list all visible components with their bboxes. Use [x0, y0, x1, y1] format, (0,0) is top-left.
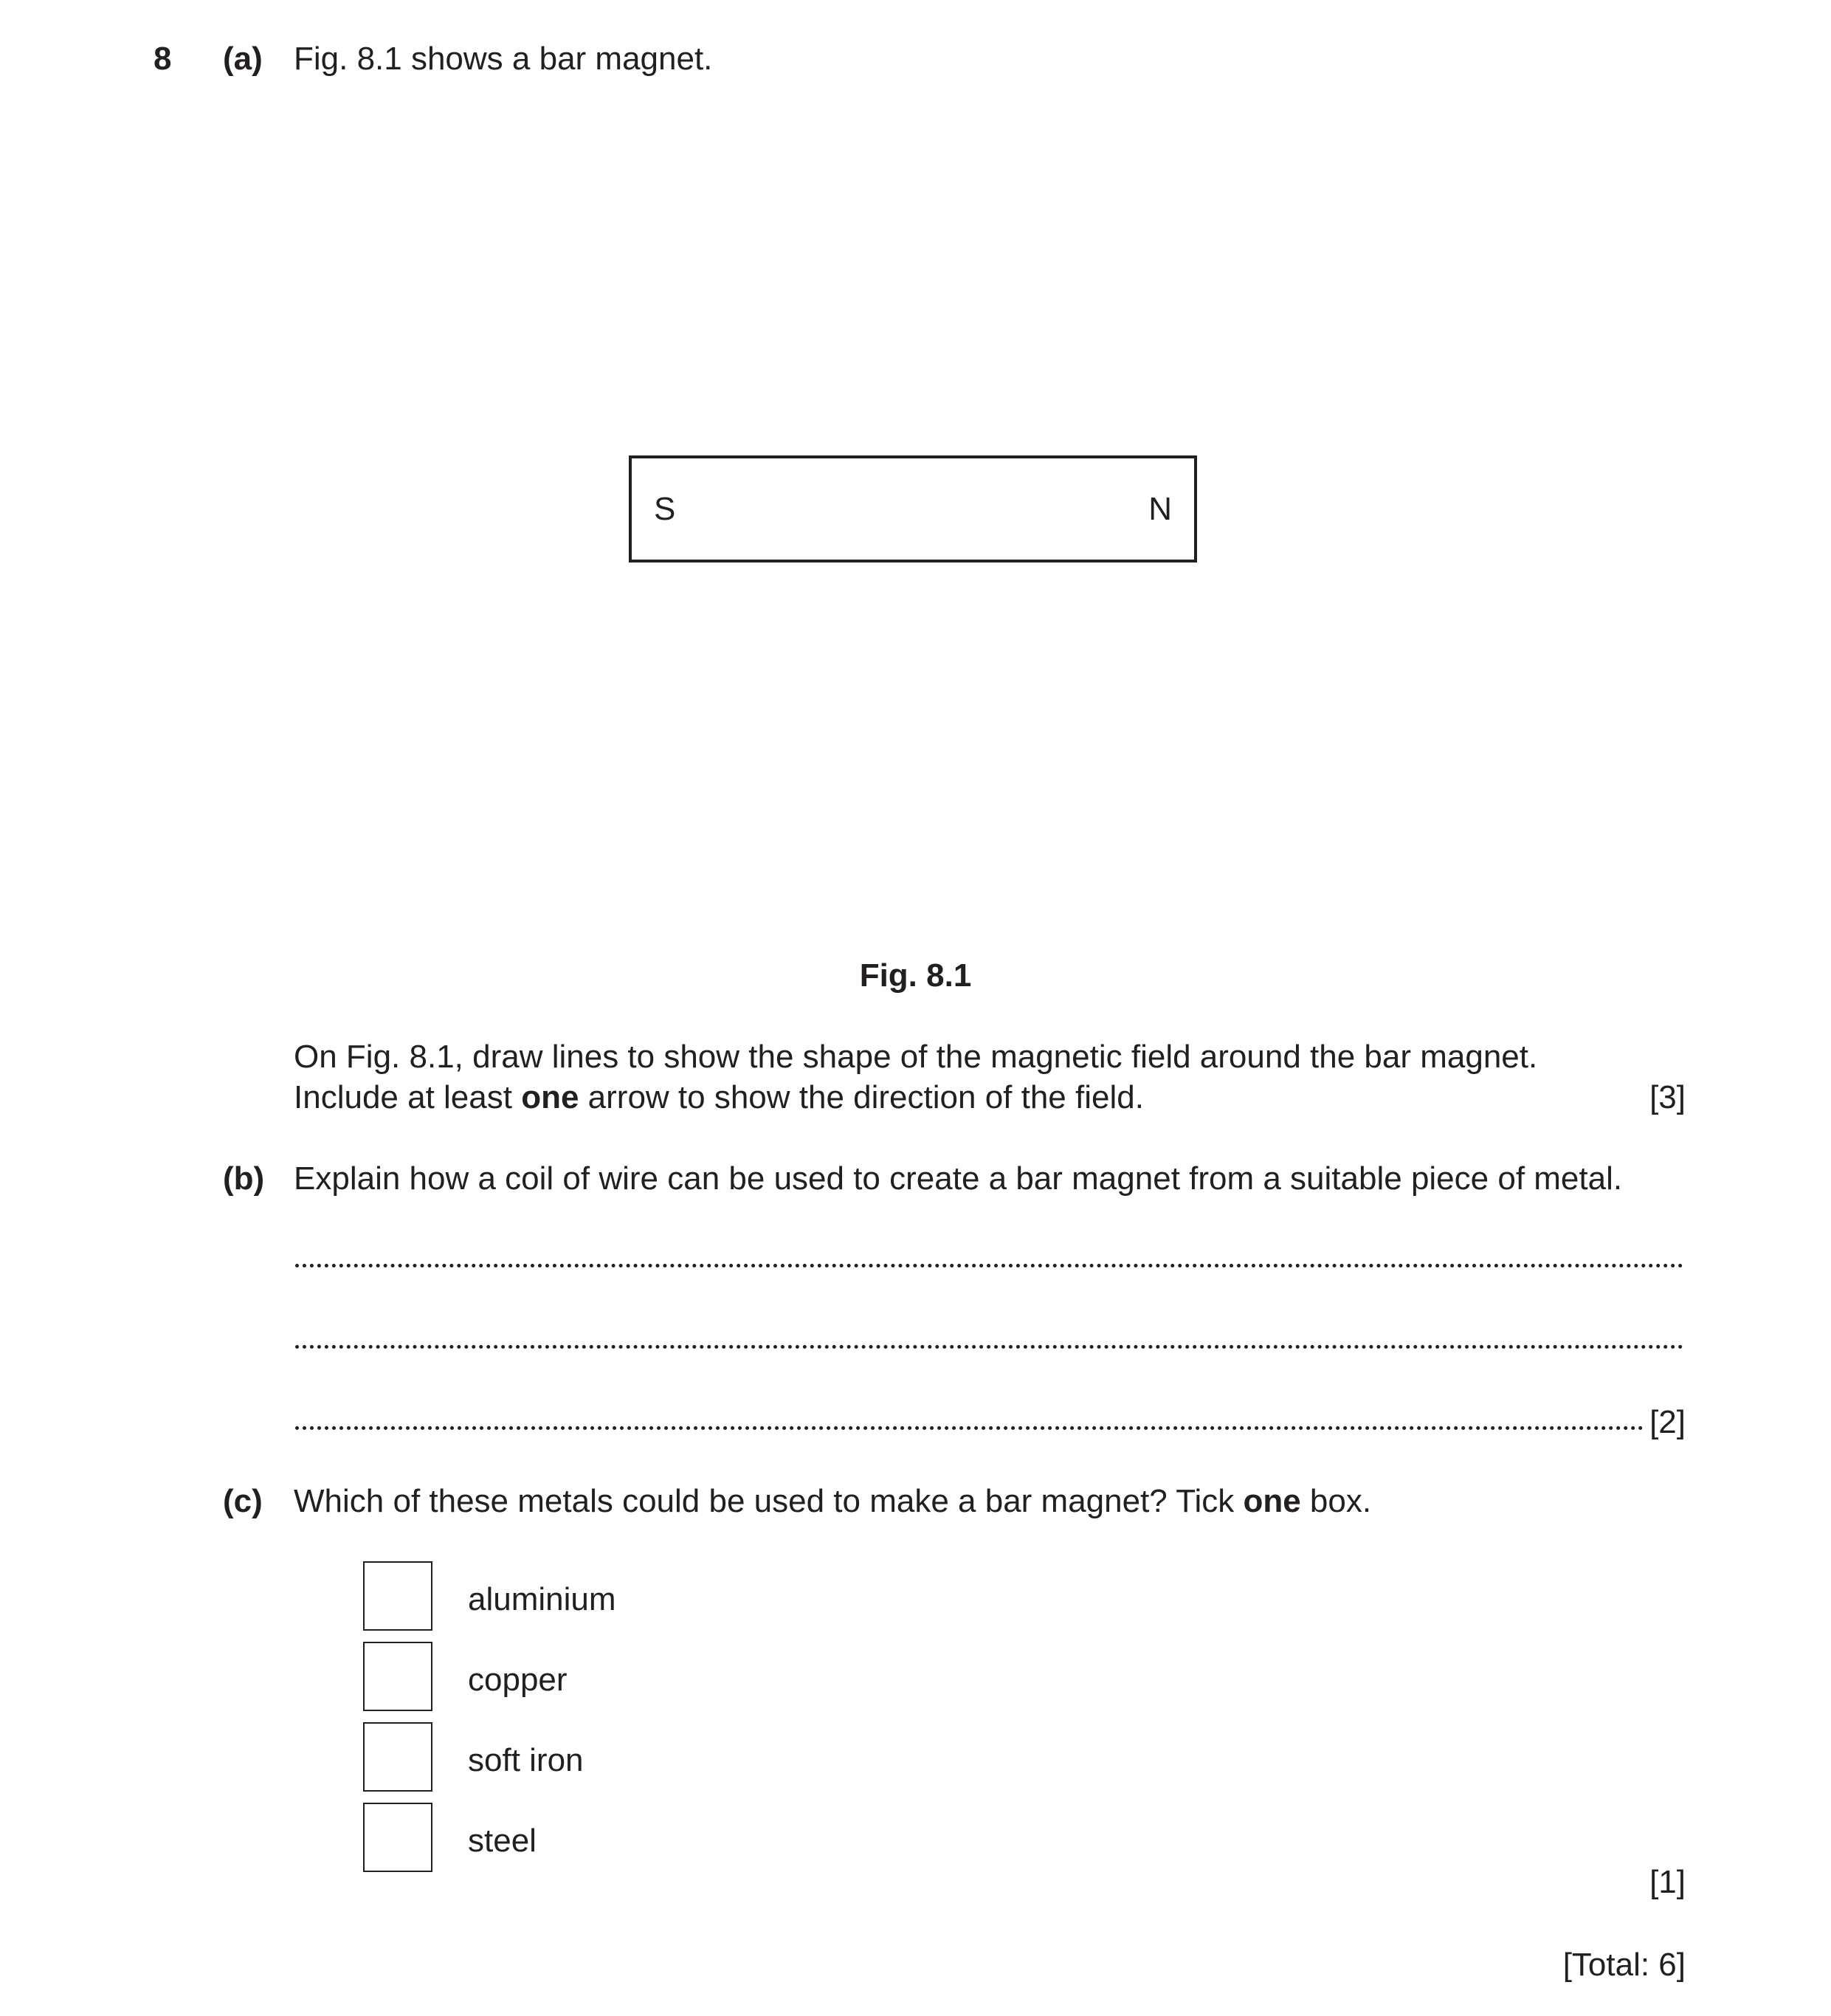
answer-line-3[interactable]	[295, 1426, 1644, 1430]
part-c-marks: [1]	[1649, 1864, 1686, 1900]
figure-caption: Fig. 8.1	[859, 957, 972, 994]
part-a-instruction-line1: On Fig. 8.1, draw lines to show the shape of the magnetic field around the bar magnet.	[294, 1039, 1538, 1075]
bar-magnet-figure[interactable]	[629, 455, 1197, 563]
instruction-emphasis: one	[521, 1079, 579, 1115]
part-b-text: Explain how a coil of wire can be used to create a bar magnet from a suitable piece of metal.	[294, 1160, 1623, 1197]
answer-line-2[interactable]	[295, 1345, 1683, 1349]
question-number: 8	[154, 41, 172, 77]
total-marks: [Total: 6]	[1562, 1947, 1686, 1983]
tickbox-soft-iron[interactable]	[363, 1722, 432, 1792]
instruction-text-start: Include at least	[294, 1079, 522, 1115]
part-b-label: (b)	[223, 1160, 265, 1197]
part-a-label: (a)	[223, 41, 263, 77]
tickbox-copper[interactable]	[363, 1642, 432, 1711]
tickbox-aluminium[interactable]	[363, 1561, 432, 1631]
option-label-steel: steel	[468, 1823, 537, 1859]
part-a-marks: [3]	[1649, 1079, 1686, 1115]
tickbox-steel[interactable]	[363, 1803, 432, 1872]
part-c-text-start: Which of these metals could be used to make a bar magnet? Tick	[294, 1483, 1244, 1519]
part-c-text-end: box.	[1300, 1483, 1372, 1519]
part-c-label: (c)	[223, 1483, 263, 1519]
option-label-soft-iron: soft iron	[468, 1742, 584, 1778]
option-label-aluminium: aluminium	[468, 1581, 616, 1617]
part-b-marks: [2]	[1649, 1404, 1686, 1440]
instruction-text-end: arrow to show the direction of the field.	[579, 1079, 1144, 1115]
part-c-text	[294, 1485, 1371, 1518]
north-pole-label: N	[1148, 490, 1172, 527]
part-a-intro: Fig. 8.1 shows a bar magnet.	[294, 41, 713, 77]
part-c-emphasis: one	[1243, 1483, 1301, 1519]
south-pole-label: S	[654, 490, 676, 527]
answer-line-1[interactable]	[295, 1264, 1683, 1267]
part-a-instruction-line2	[294, 1081, 1144, 1114]
option-label-copper: copper	[468, 1662, 568, 1698]
